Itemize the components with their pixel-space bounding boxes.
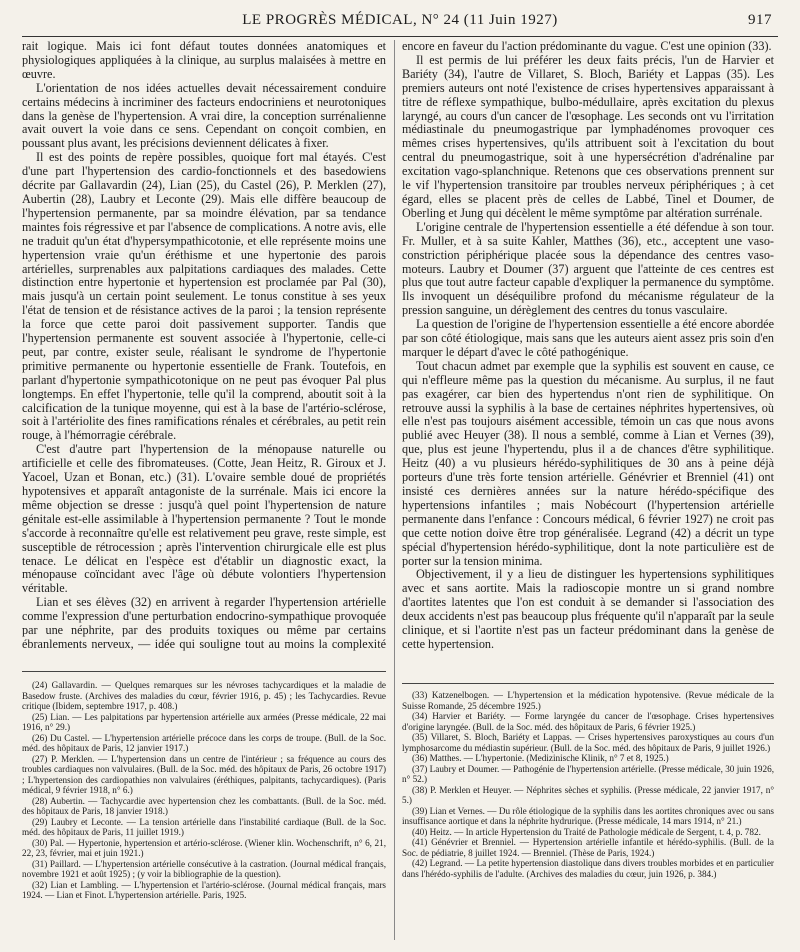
body-paragraph: La question de l'origine de l'hypertension essentielle a été encore abordée par son côté étiologique, mais sans que les auteurs aient assez pris soin d'en marquer le départ d'avec le côté pathogénique. (402, 317, 774, 359)
left-column (22, 40, 386, 652)
footnotes-right (402, 690, 774, 930)
footnote: (29) Laubry et Leconte. — La tension artérielle dans l'instabilité cardiaque (Bull. de la Soc. méd. des hôpitaux de Paris, 11 juillet 1919.) (22, 816, 386, 837)
body-paragraph: Objectivement, il y a lieu de distinguer les hypertensions syphilitiques avec et sans aortite. Mais la radioscopie montre un si grand nombre d'aortites latentes que l'on est conduit à se demander si l'association des deux accidents n'est pas beaucoup plus fréquente qu'il n'apparaît par la seule clinique, et si l'aortite n'est pas un facteur prédominant dans la genèse de cette hypertension. (402, 567, 774, 651)
body-paragraph: Il est des points de repère possibles, quoique fort mal étayés. C'est d'une part l'hypertension des cardio-fonctionnels et des basedowiens décrite par Gallavardin (24), Lian (25), du Castel (26), P. Merklen (27), Aubertin (28), Laubry et Leconte (29). Mais elle diffère beaucoup de l'hypertension permanente, par sa moindre élévation, par sa tendance maintes fois régressive et par l'absence de complications. A notre avis, elle ne traduit qu'un état d'hypersympathicotonie, et elle représente moins une hypertension vraie qu'un éréthisme et une hypertonie des parois artérielles, surprenables aux palpitations cardiaques des malades. Cette distinction entre hypertonie et hypertension est proclamée par Pal (30), mais jusqu'à un certain point seulement. Le tonus constitue à ses yeux l'état de tension et de résistance actives de la paroi ; la tension représente la force que cette paroi doit passivement supporter. Tandis que l'hypertension permanente est souvent associée à l'hypertonie, celle-ci peut, par contre, exister seule, réalisant le syndrome de l'hypertonie primitive permanente ou hypertonie essentielle de Frank. Toutefois, en parlant d'hypertonie sympathicotonique on ne peut pas évoquer Pal plus longtemps. En effet l'hypertonie, telle qu'il la comprend, aboutit soit à la calcification de la tunique moyenne, qui est à la base de l'artério-sclérose, soit à l'artériolite des fines ramifications rénales et cérébrales, au petit rein rouge, à l'hémorragie cérébrale. (22, 150, 386, 443)
footnote: (34) Harvier et Bariéty. — Forme laryngée du cancer de l'œsophage. Crises hypertensives d'origine laryngée. (Bull. de la Soc. méd. des hôpitaux de Paris, 6 février 1925.) (402, 711, 774, 732)
footnote: (39) Lian et Vernes. — Du rôle étiologique de la syphilis dans les aortites chroniques avec ou sans insuffisance aortique et dans la néphrite hydrurique. (Presse médicale, 14 mars 1914, n° 21.) (402, 805, 774, 826)
right-column (402, 40, 774, 652)
footnote: (28) Aubertin. — Tachycardie avec hypertension chez les combattants. (Bull. de la Soc. méd. des hôpitaux de Paris, 18 janvier 1918.) (22, 795, 386, 816)
footnote: (31) Paillard. — L'hypertension artérielle consécutive à la castration. (Journal médical français, novembre 1921 et août 1925) ; (y voir la bibliographie de la question). (22, 858, 386, 879)
footnote: (25) Lian. — Les palpitations par hypertension artérielle aux armées (Presse médicale, 22 mai 1916, n° 29.) (22, 711, 386, 732)
footnote-separator-left (22, 671, 386, 672)
footnote: (41) Génévrier et Brenniel. — Hypertension artérielle infantile et hérédo-syphilis. (Bull. de la Soc. de pédiatrie, 8 juillet 1924. — Brenniel. (Thèse de Paris, 1924.) (402, 837, 774, 858)
footnote-separator-right (402, 683, 774, 684)
body-paragraph: L'origine centrale de l'hypertension essentielle a été défendue à son tour. Fr. Muller, et à sa suite Kahler, Matthes (36), etc., acceptent une vaso-constriction périphérique placée sous la dépendance des centres vaso-moteurs. Laubry et Doumer (37) arguent que l'atteinte de ces centres est plus que tout autre facteur capable d'expliquer la permanence du symptôme. Ils invoquent un déséquilibre profond du mécanisme régulateur de la pression sanguine, un dérèglement des centres du tonus vasculaire. (402, 219, 774, 318)
body-paragraph: encore en faveur du l'action prédominante du vague. C'est une opinion (33). (402, 40, 772, 53)
body-paragraph: L'orientation de nos idées actuelles devait nécessairement conduire certains médecins à incriminer des facteurs endocriniens et neurotoniques dans la genèse de l'hypertension. A vrai dire, la conception surrénalienne avait ouvert la voie dans ce sens. Cependant on conçoit combien, en poussant plus avant, les précisions deviennent délicates à fixer. (22, 80, 386, 151)
footnote: (36) Matthes. — L'hypertonie. (Medizinische Klinik, n° 7 et 8, 1925.) (412, 753, 669, 763)
body-paragraph: Il est permis de lui préférer les deux faits précis, l'un de Harvier et Bariéty (34), l'autre de Villaret, S. Bloch, Bariéty et Lappas (35). Les premiers auteurs ont noté l'existence de crises hypertensives apparaissant à titre de réflexe sympathique, bulbo-médullaire, après excitation du plexus laryngé, au cours d'un cancer de l'œsophage. Les seconds ont vu l'irritation médiastinale du pneumogastrique par lymphadénomes provoquer ces mêmes crises hypertensives, qu'ils attribuent soit à l'excitation du bout central du pneumogastrique, soit à une hypersécrétion d'adrénaline par excitation vago-splanchnique. Retenons que ces observations prennent sur le vif l'hypertension transitoire par troubles nerveux périphériques ; à cet égard, elles se placent près de celles de Labbé, Tinel et Doumer, de Oberling et Jung qui décèlent le même symptôme par altération surrénale. (402, 52, 774, 220)
footnote: (35) Villaret, S. Bloch, Bariéty et Lappas. — Crises hypertensives paroxystiques au cours d'un lymphosarcome du médiastin supérieur. (Bull. de la Soc. méd. des hôpitaux de Paris, 9 juillet 1926.) (402, 732, 774, 753)
footnote: (32) Lian et Lambling. — L'hypertension et l'artério-sclérose. (Journal médical français, mars 1924. — Lian et Finot. L'hypertension artérielle. Paris, 1925. (22, 879, 386, 900)
footnotes-left (22, 680, 386, 942)
running-title: LE PROGRÈS MÉDICAL, N° 24 (11 Juin 1927) (242, 12, 558, 28)
body-paragraph: Tout chacun admet par exemple que la syphilis est souvent en cause, ce qui n'effleure même pas la question du mécanisme. Au surplus, il ne faut pas exagérer, car bien des hypertendus n'ont rien de syphilitique. On retrouve aussi la syphilis à la base de certaines néphrites hypertensives, où elle n'est pas toujours aisément accessible, témoin un cas que nous avons publié avec Heuyer (38). Il nous a semblé, comme à Lian et Vernes (39), que, plus est jeune l'hypertendu, plus il a de chances d'être syphilitique. Heitz (40) a vu plusieurs hérédo-syphilitiques de 30 ans à peine déjà porteurs d'une très forte tension artérielle. Génévrier et Brenniel (41) ont insisté ces dernières années sur la nature hérédo-spécifique des hypertensions infantiles ; mais Nobécourt (l'hypertension artérielle permanente dans l'enfance : Concours médical, 6 février 1927) ne croit pas que cette notion doive être trop généralisée. Legrand (42) a décrit un type spécial d'hypertension hérédo-syphilitique, dont la note particulière est de porter sur la tension minima. (402, 358, 774, 568)
page-number: 917 (748, 12, 772, 28)
footnote: (37) Laubry et Doumer. — Pathogénie de l'hypertension artérielle. (Presse médicale, 30 juin 1926, n° 52.) (402, 763, 774, 784)
footnote: (26) Du Castel. — L'hypertension artérielle précoce dans les corps de troupe. (Bull. de la Soc. méd. des hôpitaux de Paris, 12 janvier 1917.) (22, 732, 386, 753)
footnote: (40) Heitz. — In article Hypertension du Traité de Pathologie médicale de Sergent, t. 4, p. 782. (412, 826, 761, 837)
footnote: (27) P. Merklen. — L'hypertension dans un centre de l'intérieur ; sa fréquence au cours des troubles cardiaques non valvulaires. (Bull. de la Soc. méd. des hôpitaux de Paris, 26 octobre 1917) ; L'hypertension des cardiopathies non valvulaires (éréthiques, palpitants, tachycardiques). (Paris médical, 9 février 1918, n° 6.) (22, 753, 386, 795)
footnote: (24) Gallavardin. — Quelques remarques sur les névroses tachycardiques et la maladie de Basedow fruste. (Archives des maladies du cœur, février 1916, p. 45) ; les Tachycardies. Revue critique (Ibidem, septembre 1917, p. 408.) (22, 680, 386, 711)
body-paragraph: rait logique. Mais ici font défaut toutes données anatomiques et physiologiques appliquées à la clinique, au surplus malaisées à mettre en œuvre. (22, 40, 386, 81)
page-header (22, 12, 778, 34)
header-rule (22, 36, 778, 37)
footnote: (38) P. Merklen et Heuyer. — Néphrites sèches et syphilis. (Presse médicale, 22 janvier 1917, n° 5.) (402, 784, 774, 805)
footnote: (33) Katzenelbogen. — L'hypertension et la médication hypotensive. (Revue médicale de la Suisse Romande, 25 décembre 1925.) (402, 690, 774, 711)
footnote: (30) Pal. — Hypertonie, hypertension et artério-sclérose. (Wiener klin. Wochenschrift, n° 6, 21, 22, 23, février, mai et juin 1921.) (22, 837, 386, 858)
body-paragraph: Lian et ses élèves (32) en arrivent à regarder l'hypertension artérielle comme l'expression d'une perturbation endocrino-sympathique provoquée par une néphrite, par des produits toxiques ou même par certains ébranlements nerveux, — idée qui souligne tout au moins la complexité (22, 595, 386, 651)
footnote: (42) Legrand. — La petite hypertension diastolique dans divers troubles morbides et en particulier dans l'hérédo-syphilis de l'adulte. (Archives des maladies du cœur, juin 1926, p. 384.) (402, 858, 774, 879)
column-separator (394, 40, 395, 940)
body-paragraph: C'est d'autre part l'hypertension de la ménopause naturelle ou artificielle et celle des fibromateuses. (Cotte, Jean Heitz, R. Giroux et J. Yacoel, Uzan et Bonan, etc.) (31). L'ovaire semble doué de propriétés hypotensives et apparaît antagoniste de la surrénale. Mais ici encore la même objection se dresse : jusqu'à quel point l'hypertension de nature génitale est-elle assimilable à l'hypertension permanente ? Tout le monde s'accorde à reconnaître qu'elle est relativement peu grave, reste simple, est susceptible de rétrocession ; après l'intervention chirurgicale elle est plus tenace. Le délicat en l'espèce est d'établir un diagnostic exact, la ménopause coïncidant avec l'âge où débute volontiers l'hypertension véritable. (22, 442, 386, 596)
